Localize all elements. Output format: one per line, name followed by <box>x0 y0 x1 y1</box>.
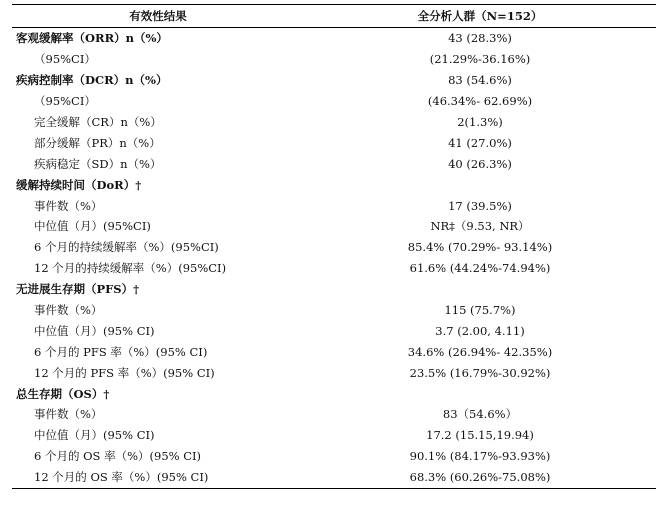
table-row <box>12 195 656 216</box>
row-value <box>304 279 656 300</box>
row-value: 23.5% (16.79%-30.92%) <box>409 365 551 380</box>
row-label: 6 个月的 OS 率（%）(95% CI) <box>34 449 202 464</box>
row-label: 6 个月的持续缓解率（%）(95%CI) <box>34 240 219 255</box>
row-label: 事件数（%） <box>34 303 103 318</box>
row-value: 90.1% (84.17%-93.93%) <box>409 449 551 464</box>
header-row <box>12 5 656 28</box>
table-row <box>12 91 656 112</box>
table-row <box>12 112 656 133</box>
table-row <box>12 404 656 425</box>
table-row <box>12 300 656 321</box>
row-value: NR‡（9.53, NR） <box>430 219 530 234</box>
table-row <box>12 49 656 70</box>
table-row <box>12 446 656 467</box>
row-label: 中位值（月）(95%CI) <box>34 219 151 234</box>
row-value: 41 (27.0%) <box>448 135 512 150</box>
table-row <box>12 237 656 258</box>
row-label: 事件数（%） <box>34 198 103 213</box>
row-value: 85.4% (70.29%- 93.14%) <box>407 240 553 255</box>
table-row <box>12 320 656 341</box>
section-label: 无进展生存期（PFS）† <box>16 282 140 297</box>
row-label: 事件数（%） <box>34 407 103 422</box>
row-value: 83（54.6%） <box>442 407 518 422</box>
section-row <box>12 28 656 49</box>
header-efficacy-results: 有效性结果 <box>12 5 304 28</box>
table-row <box>12 467 656 488</box>
row-label: （95%CI） <box>34 52 96 67</box>
row-value: 40 (26.3%) <box>448 156 512 171</box>
row-label: 12 个月的 OS 率（%）(95% CI) <box>12 467 304 488</box>
row-value: 83 (54.6%) <box>448 73 512 88</box>
section-label: 客观缓解率（ORR）n（%） <box>16 31 168 46</box>
row-value: (46.34%- 62.69%) <box>427 94 533 109</box>
row-label: 部分缓解（PR）n（%） <box>34 135 161 150</box>
row-label: 12 个月的 PFS 率（%）(95% CI) <box>34 365 215 380</box>
table-row <box>12 362 656 383</box>
row-label: 中位值（月）(95% CI) <box>34 428 155 443</box>
table-row <box>12 216 656 237</box>
row-value: 115 (75.7%) <box>444 303 516 318</box>
row-value: 61.6% (44.24%-74.94%) <box>409 261 551 276</box>
row-label: 6 个月的 PFS 率（%）(95% CI) <box>34 344 208 359</box>
row-value <box>304 383 656 404</box>
row-value <box>304 174 656 195</box>
row-label: 完全缓解（CR）n（%） <box>34 115 162 129</box>
table-row <box>12 153 656 174</box>
table-body <box>12 28 656 489</box>
row-value: 17.2 (15.15,19.94) <box>426 428 534 443</box>
row-label: 中位值（月）(95% CI) <box>34 323 155 338</box>
section-row <box>12 383 656 404</box>
section-label: 缓解持续时间（DoR）† <box>16 177 142 192</box>
row-value: 43 (28.3%) <box>448 31 512 46</box>
row-label: 12 个月的持续缓解率（%）(95%CI) <box>34 261 227 276</box>
section-label: 总生存期（OS）† <box>16 386 110 401</box>
row-value: 3.7 (2.00, 4.11) <box>435 323 525 338</box>
table-row <box>12 425 656 446</box>
row-value: 68.3% (60.26%-75.08%) <box>304 467 656 488</box>
section-label: 疾病控制率（DCR）n（%） <box>16 73 168 88</box>
table-row <box>12 341 656 362</box>
row-label: （95%CI） <box>34 94 96 109</box>
table-header <box>12 5 656 28</box>
table-row <box>12 132 656 153</box>
section-row <box>12 174 656 195</box>
row-value: 2(1.3%) <box>457 115 503 129</box>
results-table <box>12 4 656 489</box>
header-full-analysis-set: 全分析人群（N=152） <box>304 5 656 28</box>
section-row <box>12 70 656 91</box>
row-value: (21.29%-36.16%) <box>429 52 531 67</box>
efficacy-results-table <box>12 4 656 489</box>
row-value: 17 (39.5%) <box>448 198 512 213</box>
section-row <box>12 279 656 300</box>
row-label: 疾病稳定（SD）n（%） <box>34 156 162 171</box>
row-value: 34.6% (26.94%- 42.35%) <box>407 344 553 359</box>
table-row <box>12 258 656 279</box>
